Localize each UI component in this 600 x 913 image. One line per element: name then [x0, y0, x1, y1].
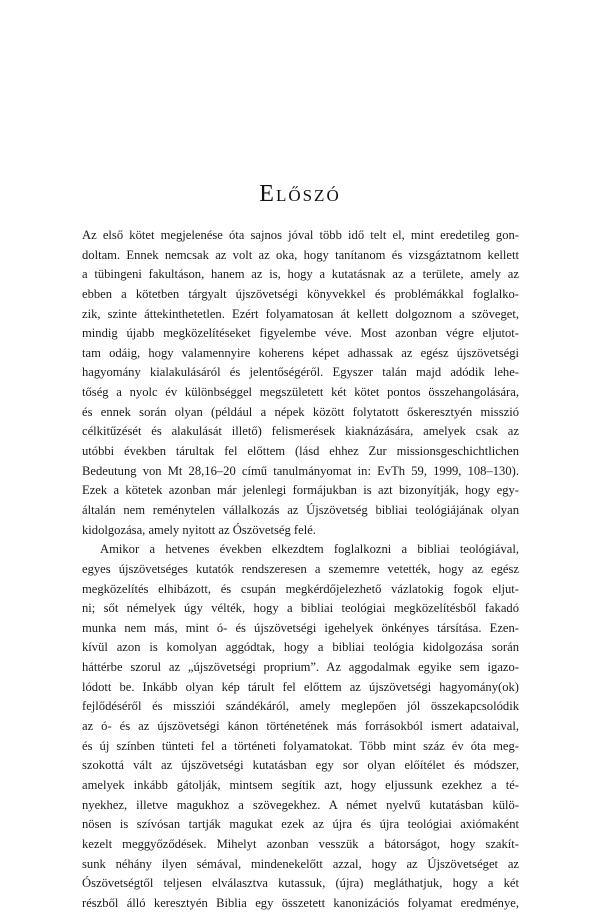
text-line: célkitűzését és alakulását illető) felismerések kiaknázására, amelyek csak az — [82, 424, 519, 439]
text-line: Amikor a hetvenes években elkezdtem foglalkozni a bibliai teológiával, — [100, 542, 519, 557]
text-line: nösen is szívósan tartják magukat ezek az újra és újra teológiai axiómaként — [82, 817, 519, 832]
text-line: tőség a nyolc év különbséggel megszületett két kötet pontos összehangolására, — [82, 385, 519, 400]
text-line: mindig újabb megközelítéseket figyelembe véve. Most azonban végre eljutot- — [82, 326, 519, 341]
text-line: utóbbi években tárultak fel előttem (lásd ehhez Zur missionsgeschichtlichen — [82, 444, 519, 459]
text-line: Bedeutung von Mt 28,16–20 című tanulmányomat in: EvTh 59, 1999, 108–130). — [82, 463, 519, 478]
text-line: tam odáig, hogy valamennyire koherens képet adhassak az egész újszövetségi — [82, 345, 519, 360]
text-line: és ennek során olyan (például a népek között folytatott őskeresztyén misszió — [82, 404, 519, 419]
text-line: részből álló keresztyén Biblia egy összetett kanonizációs folyamat eredménye, — [82, 895, 519, 910]
text-line: amelyek inkább gátolják, mintsem segítik azt, hogy eljussunk ezekhez a té- — [82, 777, 519, 792]
text-line: sunk néhány ilyen sémával, mindenekelőtt azzal, hogy az Újszövetséget az — [82, 856, 519, 871]
paragraph — [82, 226, 519, 540]
body-text — [82, 226, 519, 913]
paragraph — [82, 540, 519, 913]
text-line: munka nem más, mint ó- és újszövetségi igehelyek önkényes társítása. Ezen- — [82, 620, 519, 635]
text-line: Az első kötet megjelenése óta sajnos jóval több idő telt el, mint eredetileg gon- — [82, 228, 519, 242]
chapter-title: Előszó — [259, 181, 341, 207]
text-line: háttérbe szorul az „újszövetségi proprium”. Az aggodalmak egyike sem igazo- — [82, 660, 519, 675]
text-line: doltam. Ennek nemcsak az volt az oka, hogy tanítanom és vizsgáztatnom kellett — [82, 247, 519, 262]
text-line: nyekhez, illetve magukhoz a szövegekhez. A német nyelvű kutatásban külö- — [82, 797, 519, 812]
text-line: ni; sőt némelyek úgy vélték, hogy a bibliai teológiai megközelítésből fakadó — [82, 601, 519, 616]
text-line: ebben a kötetben tárgyalt újszövetségi könyvekkel és problémákkal foglalko- — [82, 286, 519, 301]
text-line: kívül azon is komolyan aggódtak, hogy a bibliai teológia kidolgozása során — [82, 640, 519, 655]
text-line: megközelítés elhibázott, és csupán megkérdőjelezhető vázlatokig fogok eljut- — [82, 581, 519, 596]
text-line: hagyomány kialakulásáról és jelentőségéről. Egyszer talán majd adódik lehe- — [82, 365, 519, 380]
text-line: az ó- és az újszövetségi kánon történetének más forrásokból ismert adataival, — [82, 719, 519, 734]
text-line: egyes újszövetséges kutatók rendszeresen a szememre vetették, hogy az egész — [82, 561, 519, 576]
text-line: Ezek a kötetek azonban már jelenlegi formájukban is azt bizonyítják, hogy egy- — [82, 483, 519, 498]
text-line: fejlődéséről és missziói szándékáról, amely meglepően jól összekapcsolódik — [82, 699, 519, 714]
text-line: a tübingeni fakultáson, hanem az is, hogy a kutatásnak az a területe, amely az — [82, 267, 519, 282]
text-line: általán nem reménytelen vállalkozás az Újszövetség bibliai teológiájának olyan — [82, 502, 519, 517]
text-line: kidolgozása, amely nyitott az Ószövetség felé. — [82, 522, 316, 537]
text-line: lódott be. Inkább olyan kép tárult fel előttem az újszövetségi hagyomány(ok) — [82, 679, 519, 694]
text-line: szokottá vált az újszövetségi kutatásban egy sor olyan előítélet és módszer, — [82, 758, 519, 773]
text-line: kezelt meggyőződések. Mihelyt azonban vesszük a bátorságot, hogy szakít- — [82, 836, 519, 851]
text-line: Ószövetségtől teljesen elválasztva kutassuk, (újra) megláthatjuk, hogy a két — [82, 876, 519, 891]
text-line: zik, szinte áttekinthetetlen. Ezért folyamatosan át kellett dolgoznom a szöveget, — [82, 306, 519, 321]
text-line: és új színben tünteti fel a történeti folyamatokat. Több mint száz év óta meg- — [82, 738, 519, 753]
